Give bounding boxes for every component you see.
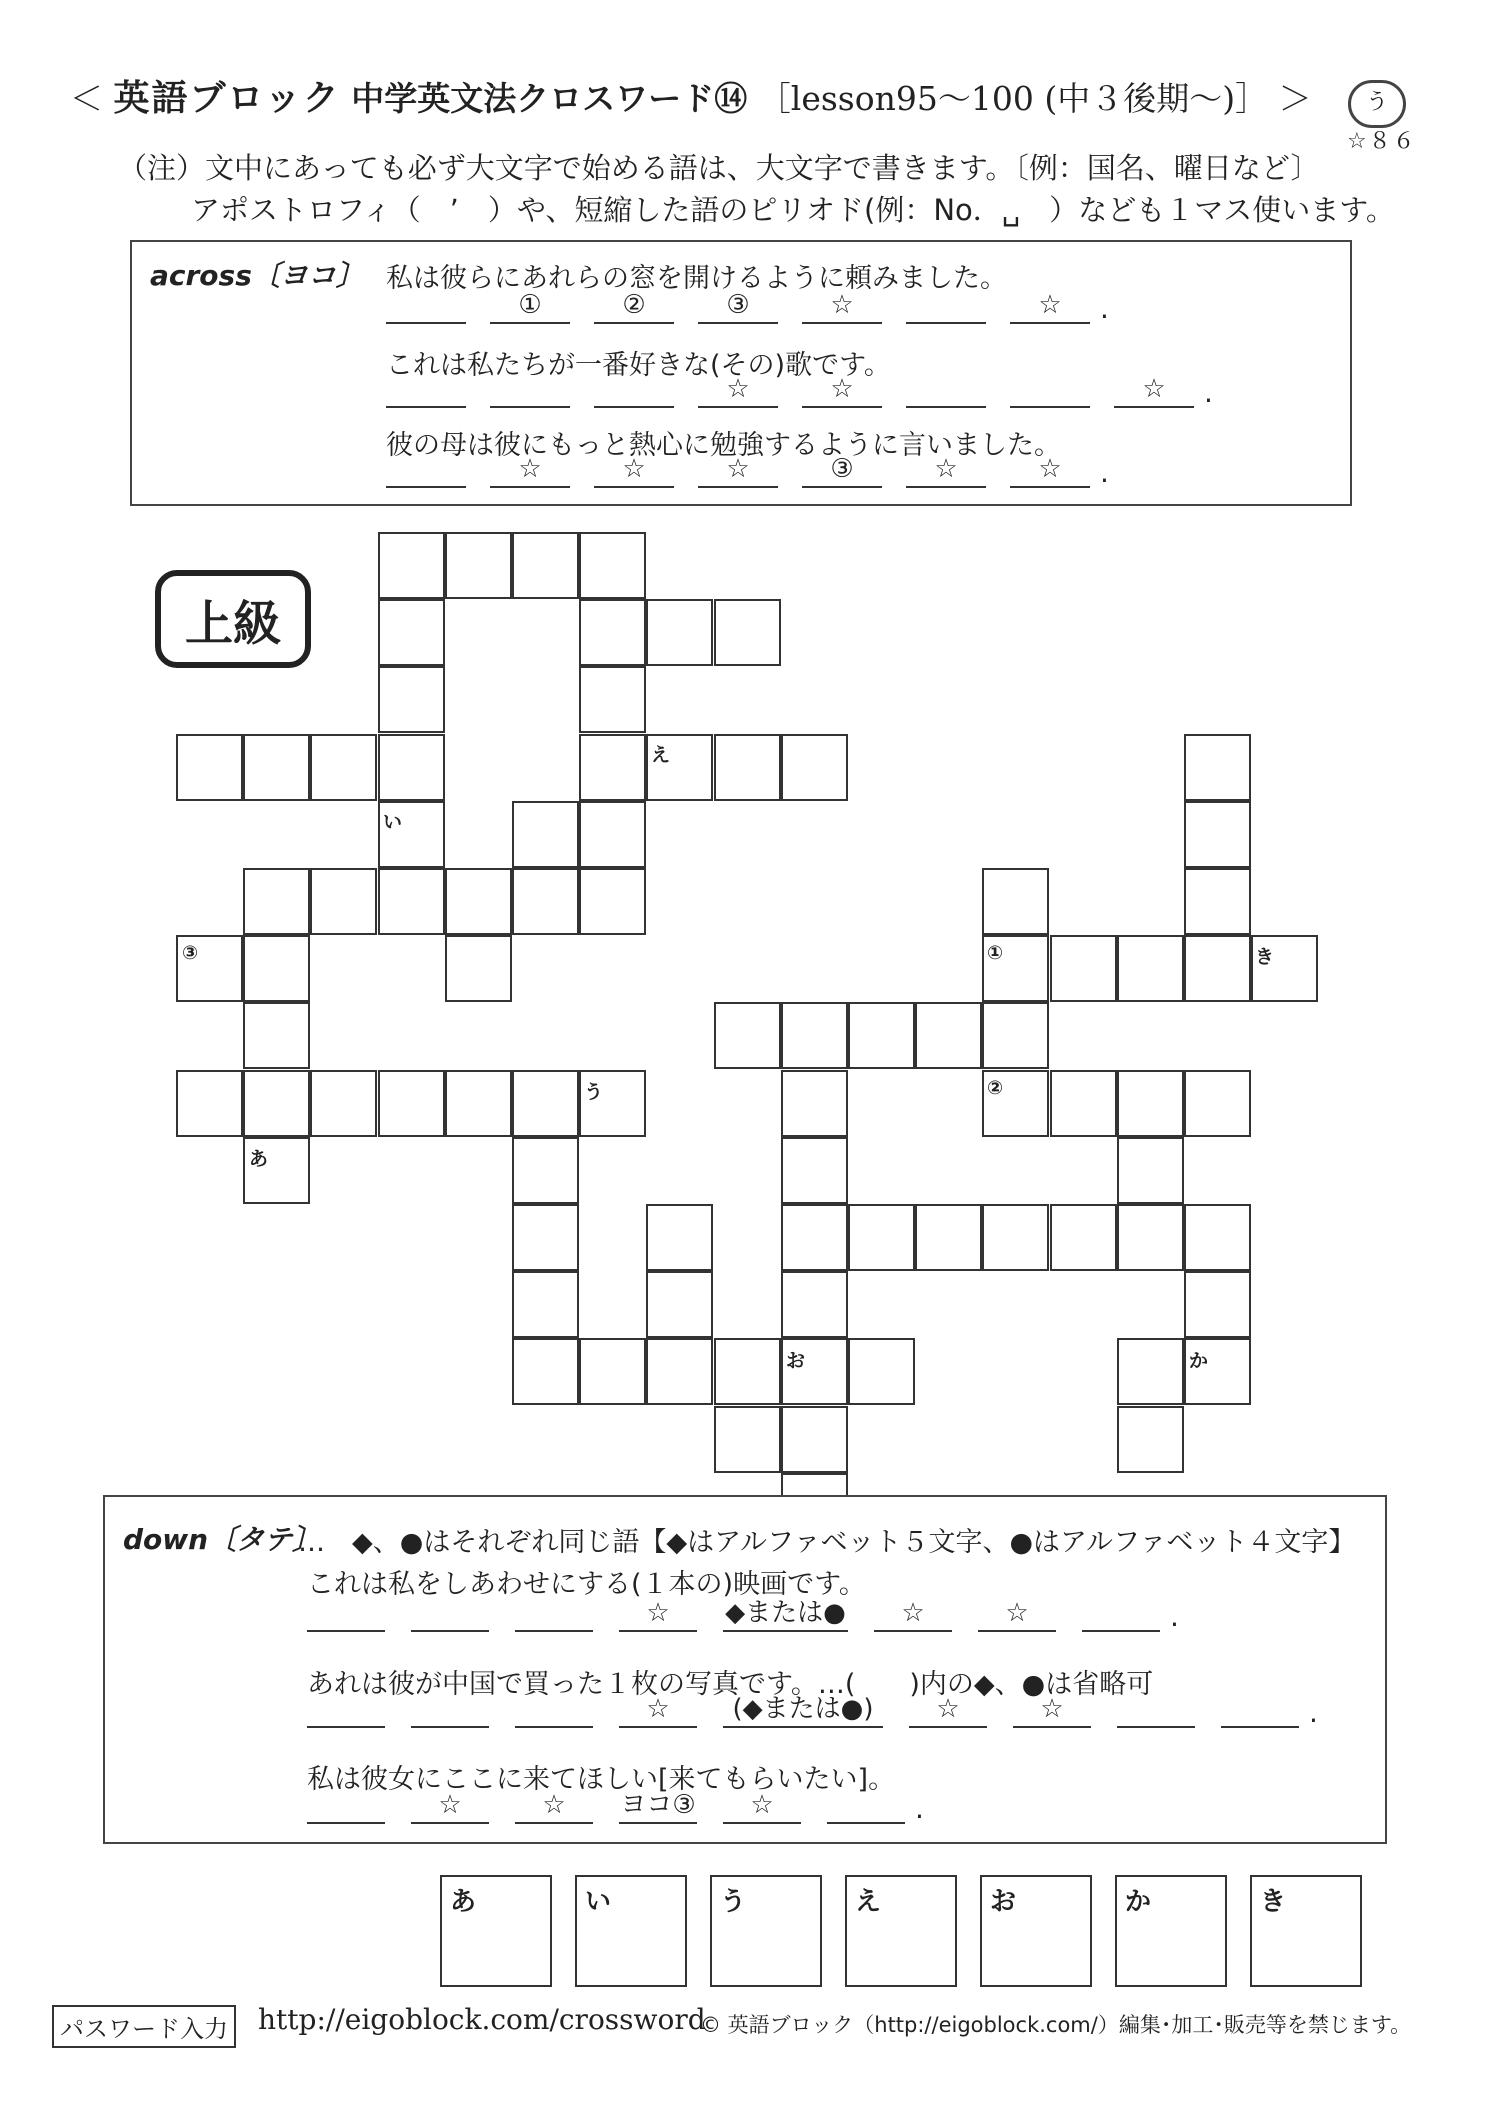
- grid-cell[interactable]: [646, 599, 713, 666]
- grid-cell[interactable]: [1117, 1070, 1184, 1137]
- header-close: ＞: [1278, 79, 1312, 118]
- star-count: ☆８６: [1347, 129, 1417, 154]
- down-blank[interactable]: [515, 1692, 593, 1728]
- grid-cell[interactable]: [176, 1070, 243, 1137]
- grid-label-a: あ: [249, 1148, 269, 1170]
- grid-label-e: え: [651, 744, 671, 766]
- down-blank[interactable]: ☆: [723, 1788, 801, 1824]
- copyright: © 英語ブロック（http://eigoblock.com/）編集･加工･販売等を禁じます。: [700, 2013, 1412, 2037]
- across-label: across〔ヨコ〕: [150, 259, 364, 292]
- down-blank[interactable]: ヨコ③: [619, 1788, 697, 1824]
- across-sentence-1: 私は彼らにあれらの窓を開けるように頼みました。: [386, 263, 1007, 294]
- grid-cell[interactable]: [579, 868, 646, 935]
- grid-cell[interactable]: [579, 801, 646, 868]
- grid-cell[interactable]: [378, 666, 445, 733]
- lesson-range: ［lesson95～100 (中３後期～)］: [757, 79, 1269, 118]
- grid-cell[interactable]: [445, 532, 512, 599]
- grid-cell[interactable]: [310, 734, 377, 801]
- grid-cell[interactable]: [1184, 801, 1251, 868]
- down-blank[interactable]: [1117, 1692, 1195, 1728]
- down-blank[interactable]: [307, 1788, 385, 1824]
- grid-cell[interactable]: [579, 532, 646, 599]
- grid-cell[interactable]: [714, 734, 781, 801]
- grid-cell[interactable]: [714, 599, 781, 666]
- across-blank[interactable]: [386, 288, 466, 324]
- down-blank[interactable]: ☆: [978, 1596, 1056, 1632]
- grid-label-1: ①: [987, 942, 1004, 964]
- grid-cell[interactable]: [310, 1070, 377, 1137]
- grid-cell[interactable]: [1184, 868, 1251, 935]
- page-title: 中学英文法クロスワード⑭: [351, 79, 748, 118]
- password-url[interactable]: http://eigoblock.com/crossword: [258, 2003, 706, 2036]
- grid-cell[interactable]: [982, 868, 1049, 935]
- across-blank[interactable]: ☆: [698, 452, 778, 488]
- grid-label-o: お: [786, 1350, 806, 1372]
- grid-cell[interactable]: [646, 1338, 713, 1405]
- grid-cell[interactable]: [176, 734, 243, 801]
- down-blank[interactable]: [1082, 1596, 1160, 1632]
- grid-cell[interactable]: [1117, 935, 1184, 1002]
- grid-cell[interactable]: [982, 1002, 1049, 1069]
- grid-cell[interactable]: [512, 1204, 579, 1271]
- grid-cell[interactable]: [1184, 1271, 1251, 1338]
- grid-cell[interactable]: [646, 1271, 713, 1338]
- password-label: パスワード入力: [52, 2005, 236, 2048]
- down-blank[interactable]: [1221, 1692, 1299, 1728]
- down-blank[interactable]: [307, 1596, 385, 1632]
- across-blank[interactable]: ☆: [1010, 288, 1090, 324]
- across-blank[interactable]: ☆: [906, 452, 986, 488]
- down-blank[interactable]: [515, 1596, 593, 1632]
- grid-cell[interactable]: [1184, 1070, 1251, 1137]
- grid-cell[interactable]: [243, 868, 310, 935]
- grid-cell[interactable]: [781, 1406, 848, 1473]
- grid-cell[interactable]: [1184, 1204, 1251, 1271]
- grid-cell[interactable]: [982, 1204, 1049, 1271]
- grid-cell[interactable]: [781, 1271, 848, 1338]
- grid-cell[interactable]: [378, 868, 445, 935]
- grid-cell[interactable]: [445, 935, 512, 1002]
- answer-box[interactable]: [980, 1875, 1092, 1987]
- grid-cell[interactable]: [243, 935, 310, 1002]
- grid-cell[interactable]: [512, 868, 579, 935]
- grid-cell[interactable]: [781, 1204, 848, 1271]
- grid-cell[interactable]: [579, 666, 646, 733]
- grid-cell[interactable]: [378, 734, 445, 801]
- note-line-2: アポストロフィ（ ’ ）や、短縮した語のピリオド(例：No．␣ ）なども１マス使います。: [191, 193, 1395, 227]
- grid-label-3: ③: [182, 942, 199, 964]
- grid-cell[interactable]: [848, 1002, 915, 1069]
- down-period: .: [915, 1792, 924, 1825]
- header-open: ＜: [70, 79, 103, 118]
- answer-box-label: い: [585, 1887, 612, 1917]
- grid-cell[interactable]: [579, 599, 646, 666]
- grid-cell[interactable]: [714, 1338, 781, 1405]
- across-sentence-3: 彼の母は彼にもっと熱心に勉強するように言いました。: [386, 430, 1061, 461]
- grid-cell[interactable]: [445, 868, 512, 935]
- page-header: [70, 70, 1312, 121]
- across-blank[interactable]: [594, 372, 674, 408]
- answer-box-label: か: [1125, 1887, 1152, 1917]
- down-blank[interactable]: [827, 1788, 905, 1824]
- grid-cell[interactable]: [243, 1002, 310, 1069]
- grid-cell[interactable]: [1050, 1204, 1117, 1271]
- grid-cell[interactable]: [915, 1204, 982, 1271]
- down-period: .: [1309, 1696, 1318, 1729]
- grid-cell[interactable]: [378, 599, 445, 666]
- across-blank[interactable]: [490, 372, 570, 408]
- grid-cell[interactable]: [378, 1070, 445, 1137]
- across-blank[interactable]: ②: [594, 288, 674, 324]
- grid-label-ka: か: [1189, 1350, 1209, 1372]
- grid-cell[interactable]: [378, 532, 445, 599]
- down-label: down〔タテ〕: [123, 1523, 321, 1556]
- grid-cell[interactable]: [243, 734, 310, 801]
- grid-cell[interactable]: [1117, 1137, 1184, 1204]
- answer-box-label: あ: [450, 1887, 477, 1917]
- answer-box[interactable]: [440, 1875, 552, 1987]
- answer-box[interactable]: [845, 1875, 957, 1987]
- level-badge: 上級: [155, 570, 311, 668]
- answer-box[interactable]: [1115, 1875, 1227, 1987]
- across-blank[interactable]: [906, 288, 986, 324]
- across-period: .: [1100, 456, 1109, 489]
- grid-cell[interactable]: [915, 1002, 982, 1069]
- grid-cell[interactable]: [512, 532, 579, 599]
- down-blank[interactable]: [411, 1692, 489, 1728]
- down-intro: … ◆、●はそれぞれ同じ語【◆はアルファベット５文字、●はアルファベット４文字】: [298, 1527, 1356, 1558]
- grid-cell[interactable]: [579, 734, 646, 801]
- across-blank[interactable]: [386, 372, 466, 408]
- across-sentence-2: これは私たちが一番好きな(その)歌です。: [386, 350, 891, 381]
- down-blank[interactable]: ☆: [619, 1596, 697, 1632]
- across-blank[interactable]: ☆: [1114, 372, 1194, 408]
- grid-cell[interactable]: [512, 801, 579, 868]
- grid-cell[interactable]: [243, 1070, 310, 1137]
- grid-cell[interactable]: [512, 1271, 579, 1338]
- answer-box[interactable]: [1250, 1875, 1362, 1987]
- answer-box-label: お: [990, 1887, 1017, 1917]
- grid-label-ki: き: [1255, 946, 1275, 968]
- down-period: .: [1170, 1600, 1179, 1633]
- across-blank[interactable]: ☆: [802, 372, 882, 408]
- grid-cell[interactable]: [512, 1137, 579, 1204]
- down-blank[interactable]: ☆: [909, 1692, 987, 1728]
- grid-label-i: い: [383, 811, 403, 833]
- down-blank[interactable]: (◆または●): [723, 1692, 883, 1728]
- grid-cell[interactable]: [1184, 935, 1251, 1002]
- across-blank[interactable]: ③: [802, 452, 882, 488]
- across-blank[interactable]: ☆: [594, 452, 674, 488]
- down-blank[interactable]: [411, 1596, 489, 1632]
- grid-cell[interactable]: [1117, 1338, 1184, 1405]
- grid-cell[interactable]: [714, 1002, 781, 1069]
- grid-cell[interactable]: [646, 1204, 713, 1271]
- answer-box[interactable]: [575, 1875, 687, 1987]
- grid-cell[interactable]: [1117, 1406, 1184, 1473]
- answer-box-label: き: [1260, 1887, 1287, 1917]
- grid-label-2: ②: [987, 1077, 1004, 1099]
- note-line-1: （注）文中にあっても必ず大文字で始める語は、大文字で書きます。〔例：国名、曜日など〕: [118, 151, 1320, 185]
- down-blank[interactable]: ☆: [619, 1692, 697, 1728]
- across-period: .: [1100, 292, 1109, 325]
- answer-box-label: え: [855, 1887, 882, 1917]
- down-sentence-3: 私は彼女にここに来てほしい[来てもらいたい]。: [307, 1764, 896, 1795]
- brand-logo: 英語ブロック: [113, 78, 341, 119]
- down-sentence-2: あれは彼が中国で買った１枚の写真です。…( )内の◆、●は省略可: [307, 1669, 1154, 1700]
- grid-cell[interactable]: [445, 1070, 512, 1137]
- grid-cell[interactable]: [579, 1338, 646, 1405]
- across-blank[interactable]: [1010, 372, 1090, 408]
- grid-cell[interactable]: [1184, 734, 1251, 801]
- down-blank[interactable]: ☆: [411, 1788, 489, 1824]
- grid-cell[interactable]: [781, 1137, 848, 1204]
- down-blank[interactable]: ◆または●: [723, 1596, 848, 1632]
- across-blank[interactable]: ☆: [802, 288, 882, 324]
- across-blank[interactable]: [386, 452, 466, 488]
- across-blank[interactable]: [906, 372, 986, 408]
- grid-label-u: う: [584, 1081, 604, 1103]
- across-blank[interactable]: ☆: [698, 372, 778, 408]
- answer-box[interactable]: [710, 1875, 822, 1987]
- across-blank[interactable]: ☆: [490, 452, 570, 488]
- grid-cell[interactable]: [512, 1070, 579, 1137]
- answer-box-label: う: [720, 1887, 747, 1917]
- grid-cell[interactable]: [848, 1204, 915, 1271]
- grid-cell[interactable]: [310, 868, 377, 935]
- grid-cell[interactable]: [781, 1070, 848, 1137]
- grid-cell[interactable]: [1117, 1204, 1184, 1271]
- grid-cell[interactable]: [781, 734, 848, 801]
- grid-cell[interactable]: [1050, 1070, 1117, 1137]
- grid-cell[interactable]: [848, 1338, 915, 1405]
- across-blank[interactable]: ①: [490, 288, 570, 324]
- down-blank[interactable]: ☆: [515, 1788, 593, 1824]
- down-blank[interactable]: ☆: [874, 1596, 952, 1632]
- across-blank[interactable]: ③: [698, 288, 778, 324]
- across-period: .: [1204, 376, 1213, 409]
- mascot-icon: う: [1348, 80, 1406, 128]
- down-blank[interactable]: ☆: [1013, 1692, 1091, 1728]
- grid-cell[interactable]: [714, 1406, 781, 1473]
- down-sentence-1: これは私をしあわせにする(１本の)映画です。: [307, 1569, 866, 1600]
- grid-cell[interactable]: [512, 1338, 579, 1405]
- grid-cell[interactable]: [1050, 935, 1117, 1002]
- grid-cell[interactable]: [781, 1002, 848, 1069]
- across-blank[interactable]: ☆: [1010, 452, 1090, 488]
- down-blank[interactable]: [307, 1692, 385, 1728]
